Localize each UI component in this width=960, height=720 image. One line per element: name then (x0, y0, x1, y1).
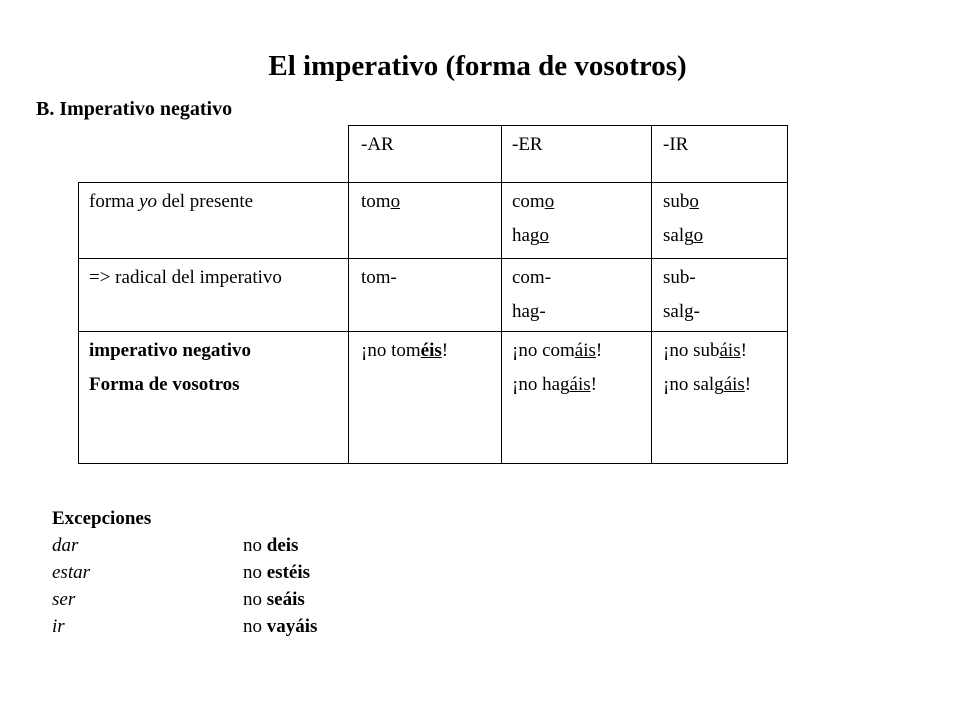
exception-row (52, 586, 305, 613)
table-border-right (787, 125, 788, 464)
table-border-col2 (501, 125, 502, 464)
exception-negative: no deis (243, 535, 299, 556)
row1-ar: tomo (361, 191, 401, 212)
row1-label: forma yo del presente (89, 191, 254, 212)
row2-er: com- hag- (512, 267, 552, 322)
header-er: -ER (512, 134, 543, 155)
table-border-left (78, 182, 79, 464)
table-border-col3 (651, 125, 652, 464)
exception-verb: ir (52, 616, 65, 637)
exceptions-list (52, 505, 318, 640)
exception-verb: ser (52, 589, 76, 610)
exception-row (52, 532, 299, 559)
table-border-col1 (348, 125, 349, 464)
row1-er: como hago (512, 191, 555, 246)
exception-negative: no seáis (243, 589, 305, 610)
row3-ar: ¡no toméis! (361, 340, 449, 361)
table-border-row3-top (78, 331, 788, 332)
table-border-bottom (78, 463, 788, 464)
table-border-row1-top (78, 182, 788, 183)
exception-negative: no vayáis (243, 616, 318, 637)
row1-ir: subo salgo (663, 191, 704, 246)
exceptions-title: Excepciones (52, 508, 152, 529)
row2-ir: sub- salg- (663, 267, 700, 322)
exception-row (52, 559, 311, 586)
exception-row (52, 613, 318, 640)
header-ar: -AR (361, 134, 394, 155)
row2-ar: tom- (361, 267, 397, 288)
table-border-row2-top (78, 258, 788, 259)
exception-negative: no estéis (243, 562, 311, 583)
exception-verb: dar (52, 535, 79, 556)
section-subtitle: B. Imperativo negativo (36, 98, 233, 120)
row3-ir: ¡no subáis! ¡no salgáis! (663, 340, 752, 395)
table-border-top (348, 125, 788, 126)
row2-label: => radical del imperativo (89, 267, 282, 288)
row3-er: ¡no comáis! ¡no hagáis! (512, 340, 603, 395)
header-ir: -IR (663, 134, 689, 155)
page-title: El imperativo (forma de vosotros) (268, 50, 687, 82)
exception-verb: estar (52, 562, 90, 583)
row3-label: imperativo negativo Forma de vosotros (89, 340, 252, 395)
